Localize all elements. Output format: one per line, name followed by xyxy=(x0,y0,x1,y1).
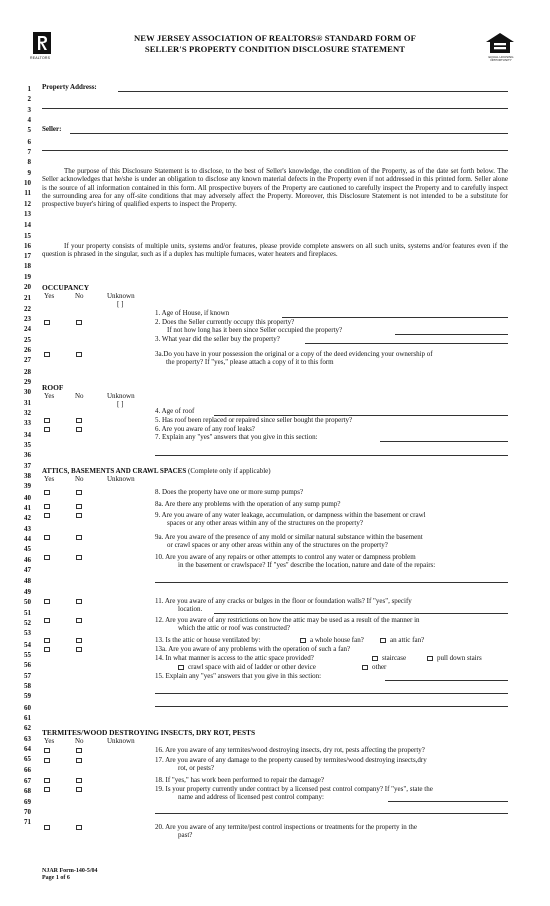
q10b-text: in the basement or crawlspace? If "yes" describe the location, nature and date of the repairs: xyxy=(178,561,436,569)
line-number: 68 xyxy=(24,786,31,795)
line-number: 39 xyxy=(24,482,31,491)
eho-caption: EQUAL HOUSING OPPORTUNITY xyxy=(488,55,514,63)
line-number: 22 xyxy=(24,304,31,313)
q17-no-checkbox[interactable] xyxy=(76,758,82,763)
q8-text: 8. Does the property have one or more sump pumps? xyxy=(155,488,304,496)
intro-paragraph: The purpose of this Disclosure Statement is to disclose, to the best of Seller's knowledge, the condition of the Property, as of the date set forth below. The Seller acknowledges that he/she is under an obligation to disclose any known material defects in the Property even if not addressed in this printed form. Seller alone is the source of all information contained in this form. All prospective buyers of the Property are cautioned to carefully inspect the Property and to carefully inspect the surrounding area for any off-site conditions that may adversely affect the Property. Moreover, this Disclosure Statement is not intended to be a substitute for prospective buyer's hiring of qualified experts to inspect the Property. xyxy=(42,167,508,209)
line-number: 9 xyxy=(27,168,31,177)
property-address-field-line2[interactable] xyxy=(42,108,508,109)
line-number: 12 xyxy=(24,200,31,209)
col-yes: Yes xyxy=(44,475,55,483)
q16-no-checkbox[interactable] xyxy=(76,748,82,753)
q17-yes-checkbox[interactable] xyxy=(44,758,50,763)
q11-yes-checkbox[interactable] xyxy=(44,599,50,604)
line-number: 45 xyxy=(24,545,31,553)
roof-heading: ROOF xyxy=(42,383,64,392)
q6-yes-checkbox[interactable] xyxy=(44,427,50,432)
line-number: 60 xyxy=(24,703,31,712)
line-number: 43 xyxy=(24,524,31,533)
property-address-field[interactable] xyxy=(118,91,508,92)
q2-yes-checkbox[interactable] xyxy=(44,320,50,325)
other-access-label: other xyxy=(372,663,387,671)
line-number: 47 xyxy=(24,566,31,575)
line-number: 52 xyxy=(24,619,31,628)
col-unknown: Unknown xyxy=(107,475,135,483)
q15-answer[interactable] xyxy=(385,680,508,681)
line-number: 28 xyxy=(24,367,31,376)
q15-answer-line3[interactable] xyxy=(155,706,508,707)
q6-text: 6. Are you aware of any roof leaks? xyxy=(155,425,255,433)
line-number: 17 xyxy=(24,252,31,260)
property-address-label: Property Address: xyxy=(42,83,97,91)
q7-text: 7. Explain any "yes" answers that you give in this section: xyxy=(155,433,318,441)
line-number: 27 xyxy=(24,356,31,365)
line-number: 50 xyxy=(24,597,31,606)
realtor-logo-icon xyxy=(33,32,51,54)
line-number: 40 xyxy=(24,493,31,502)
crawl-space-label: crawl space with aid of ladder or other device xyxy=(188,663,316,671)
q9a-text: 9a. Are you aware of the presence of any mold or similar natural substance within the basement xyxy=(155,533,423,541)
attic-fan-checkbox[interactable] xyxy=(380,638,386,643)
line-number: 18 xyxy=(24,262,31,270)
line-number: 24 xyxy=(24,324,31,333)
q13-text: 13. Is the attic or house ventilated by: xyxy=(155,636,261,644)
q11-answer[interactable] xyxy=(214,613,508,614)
line-number: 48 xyxy=(24,576,31,585)
termites-heading: TERMITES/WOOD DESTROYING INSECTS, DRY ROT, PESTS xyxy=(42,728,256,737)
q19-no-checkbox[interactable] xyxy=(76,787,82,792)
q20-yes-checkbox[interactable] xyxy=(44,825,50,830)
line-number: 14 xyxy=(24,220,31,229)
equal-housing-opportunity-icon xyxy=(484,32,516,54)
q20b-text: past? xyxy=(178,831,193,839)
line-number: 5 xyxy=(27,126,31,135)
q2-text: 2. Does the Seller currently occupy this property? xyxy=(155,318,295,326)
line-number: 63 xyxy=(24,735,31,743)
q19-yes-checkbox[interactable] xyxy=(44,787,50,792)
q7-answer[interactable] xyxy=(380,441,508,442)
q5-yes-checkbox[interactable] xyxy=(44,418,50,423)
line-number: 37 xyxy=(24,462,31,470)
line-number: 59 xyxy=(24,692,31,701)
q3a-no-checkbox[interactable] xyxy=(76,352,82,357)
col-yes: Yes xyxy=(44,292,55,300)
q15-text: 15. Explain any "yes" answers that you give in this section: xyxy=(155,672,322,680)
q9a-no-checkbox[interactable] xyxy=(76,535,82,540)
pull-down-stairs-checkbox[interactable] xyxy=(427,656,433,661)
seller-label: Seller: xyxy=(42,125,62,133)
unknown-bracket: [ ] xyxy=(117,400,124,408)
col-no: No xyxy=(75,475,84,483)
line-number: 32 xyxy=(24,409,31,418)
line-number: 64 xyxy=(24,745,31,753)
line-number: 35 xyxy=(24,440,31,449)
line-number: 44 xyxy=(24,535,31,543)
line-number: 4 xyxy=(27,116,31,125)
q12-text: 12. Are you aware of any restrictions on how the attic may be used as a result of the manner in xyxy=(155,616,420,624)
col-unknown: Unknown xyxy=(107,737,135,745)
q19b-text: name and address of licensed pest control company: xyxy=(178,793,324,801)
q3a-yes-checkbox[interactable] xyxy=(44,352,50,357)
line-number: 20 xyxy=(24,283,31,292)
line-number: 25 xyxy=(24,336,31,345)
q10-yes-checkbox[interactable] xyxy=(44,555,50,560)
q13a-no-checkbox[interactable] xyxy=(76,647,82,652)
q9-no-checkbox[interactable] xyxy=(76,513,82,518)
line-number: 41 xyxy=(24,503,31,512)
q2b-answer[interactable] xyxy=(395,334,508,335)
q20-no-checkbox[interactable] xyxy=(76,825,82,830)
line-number: 57 xyxy=(24,672,31,681)
q10-answer[interactable] xyxy=(155,582,508,583)
q9a-text-2: or crawl spaces or any other areas within any of the structures on the property? xyxy=(167,541,388,549)
line-number: 62 xyxy=(24,723,31,732)
staircase-label: staircase xyxy=(382,654,407,662)
col-no: No xyxy=(75,392,84,400)
q8a-text: 8a. Are there any problems with the operation of any sump pump? xyxy=(155,500,341,508)
other-access-checkbox[interactable] xyxy=(362,665,368,670)
line-number: 23 xyxy=(24,314,31,323)
line-number: 21 xyxy=(24,293,31,302)
q19-answer[interactable] xyxy=(388,801,508,802)
whole-house-fan-checkbox[interactable] xyxy=(300,638,306,643)
logo-caption: REALTORS xyxy=(30,56,51,60)
q10-no-checkbox[interactable] xyxy=(76,555,82,560)
line-number: 7 xyxy=(27,147,31,156)
q3a-text: 3a.Do you have in your possession the original or a copy of the deed evidencing your ownership of xyxy=(155,350,433,358)
line-number: 55 xyxy=(24,650,31,659)
col-unknown: Unknown xyxy=(107,392,135,400)
line-number: 42 xyxy=(24,513,31,522)
q20-text: 20. Are you aware of any termite/pest control inspections or treatments for the property in the xyxy=(155,823,418,831)
q9a-yes-checkbox[interactable] xyxy=(44,535,50,540)
col-no: No xyxy=(75,737,84,745)
q19-text: 19. Is your property currently under contract by a licensed pest control company? If "yes", state the xyxy=(155,785,433,793)
q12-yes-checkbox[interactable] xyxy=(44,618,50,623)
col-no: No xyxy=(75,292,84,300)
seller-field-line2[interactable] xyxy=(42,150,508,151)
q2-no-checkbox[interactable] xyxy=(76,320,82,325)
q14-text: 14. In what manner is access to the attic space provided? xyxy=(155,654,314,662)
line-number: 69 xyxy=(24,797,31,806)
line-number: 61 xyxy=(24,713,31,722)
line-number: 38 xyxy=(24,472,31,481)
line-number: 46 xyxy=(24,556,31,565)
line-number: 65 xyxy=(24,755,31,764)
attic-fan-label: an attic fan? xyxy=(390,636,425,644)
multi-unit-paragraph: If your property consists of multiple units, systems and/or features, please provide complete answers on all such units, systems and/or features even if the question is phrased in the singular, such as if a duplex has multiple furnaces, water heaters and fireplaces. xyxy=(42,242,508,259)
q9b-text: spaces or any other areas within any of the structures on the property? xyxy=(167,519,363,527)
line-number: 19 xyxy=(24,273,31,282)
line-number: 34 xyxy=(24,430,31,439)
q1-text: 1. Age of House, if known xyxy=(155,309,230,317)
line-number: 53 xyxy=(24,629,31,638)
line-number: 2 xyxy=(27,94,31,103)
line-number: 26 xyxy=(24,346,31,355)
q15-answer-line2[interactable] xyxy=(155,693,508,694)
line-number: 16 xyxy=(24,241,31,250)
line-number: 66 xyxy=(24,766,31,775)
q9-yes-checkbox[interactable] xyxy=(44,513,50,518)
q11-no-checkbox[interactable] xyxy=(76,599,82,604)
q18-no-checkbox[interactable] xyxy=(76,778,82,783)
q6-no-checkbox[interactable] xyxy=(76,427,82,432)
q13-no-checkbox[interactable] xyxy=(76,638,82,643)
q12b-text: which the attic or roof was constructed? xyxy=(178,624,290,632)
q3a-text-2: the property? If "yes," please attach a copy of it to this form xyxy=(166,358,334,366)
line-number: 29 xyxy=(24,377,31,386)
line-number: 71 xyxy=(24,818,31,826)
line-number: 36 xyxy=(24,450,31,459)
line-number: 67 xyxy=(24,776,31,785)
line-number: 15 xyxy=(24,231,31,240)
line-number: 30 xyxy=(24,387,31,396)
line-number: 13 xyxy=(24,210,31,219)
line-number: 70 xyxy=(24,807,31,816)
q18-yes-checkbox[interactable] xyxy=(44,778,50,783)
q2b-text: If not how long has it been since Seller occupied the property? xyxy=(167,326,343,334)
line-number: 49 xyxy=(24,587,31,596)
col-yes: Yes xyxy=(44,392,55,400)
line-number: 10 xyxy=(24,179,31,187)
form-id: NJAR Form-140-5/04 xyxy=(42,868,98,874)
q12-no-checkbox[interactable] xyxy=(76,618,82,623)
line-number: 1 xyxy=(27,84,31,93)
q10-text: 10. Are you aware of any repairs or other attempts to control any water or dampness problem xyxy=(155,553,416,561)
q19-answer-line2[interactable] xyxy=(155,813,508,814)
q5-text: 5. Has roof been replaced or repaired since seller bought the property? xyxy=(155,416,353,424)
staircase-checkbox[interactable] xyxy=(372,656,378,661)
q8a-yes-checkbox[interactable] xyxy=(44,504,50,509)
q7-answer-line2[interactable] xyxy=(155,455,508,456)
q16-text: 16. Are you aware of any termites/wood destroying insects, dry rot, pests affecting the property? xyxy=(155,746,425,754)
line-number: 56 xyxy=(24,660,31,669)
line-number: 11 xyxy=(24,189,31,198)
q9-text: 9. Are you aware of any water leakage, accumulation, or dampness within the basement or crawl xyxy=(155,511,426,519)
q5-no-checkbox[interactable] xyxy=(76,418,82,423)
form-title-line1: NEW JERSEY ASSOCIATION OF REALTORS® STANDARD FORM OF xyxy=(134,33,416,43)
q13a-text: 13a. Are you aware of any problems with the operation of such a fan? xyxy=(155,645,351,653)
form-title-line2: SELLER'S PROPERTY CONDITION DISCLOSURE STATEMENT xyxy=(144,44,406,54)
q3-text: 3. What year did the seller buy the property? xyxy=(155,335,280,343)
q4-text: 4. Age of roof xyxy=(155,407,195,415)
col-yes: Yes xyxy=(44,737,55,745)
line-number: 8 xyxy=(27,157,31,166)
unknown-bracket: [ ] xyxy=(117,300,124,308)
q17-text: 17. Are you aware of any damage to the property caused by termites/wood destroying insects,dry xyxy=(155,756,427,764)
q11-text: 11. Are you aware of any cracks or bulges in the floor or foundation walls? If "yes", specify xyxy=(155,597,412,605)
q16-yes-checkbox[interactable] xyxy=(44,748,50,753)
q3-answer[interactable] xyxy=(305,343,508,344)
q13-yes-checkbox[interactable] xyxy=(44,638,50,643)
q1-answer[interactable] xyxy=(282,317,508,318)
q8-yes-checkbox[interactable] xyxy=(44,490,50,495)
line-number: 33 xyxy=(24,419,31,428)
q13a-yes-checkbox[interactable] xyxy=(44,647,50,652)
line-number: 58 xyxy=(24,682,31,691)
q18-text: 18. If "yes," has work been performed to repair the damage? xyxy=(155,776,324,784)
pull-down-stairs-label: pull down stairs xyxy=(437,654,482,662)
line-number: 31 xyxy=(24,399,31,408)
crawl-space-checkbox[interactable] xyxy=(178,665,184,670)
q8-no-checkbox[interactable] xyxy=(76,490,82,495)
col-unknown: Unknown xyxy=(107,292,135,300)
page-number: Page 1 of 6 xyxy=(42,875,70,881)
line-number: 54 xyxy=(24,640,31,649)
q8a-no-checkbox[interactable] xyxy=(76,504,82,509)
q17b-text: rot, or pests? xyxy=(178,764,214,772)
line-number: 6 xyxy=(27,137,31,146)
attics-heading: ATTICS, BASEMENTS AND CRAWL SPACES (Complete only if applicable) xyxy=(42,467,271,475)
line-number: 51 xyxy=(24,609,31,618)
line-number: 3 xyxy=(27,106,31,114)
seller-field[interactable] xyxy=(70,133,508,134)
whole-house-fan-label: a whole house fan? xyxy=(310,636,364,644)
q11b-text: location. xyxy=(178,605,203,613)
occupancy-heading: OCCUPANCY xyxy=(42,283,90,292)
